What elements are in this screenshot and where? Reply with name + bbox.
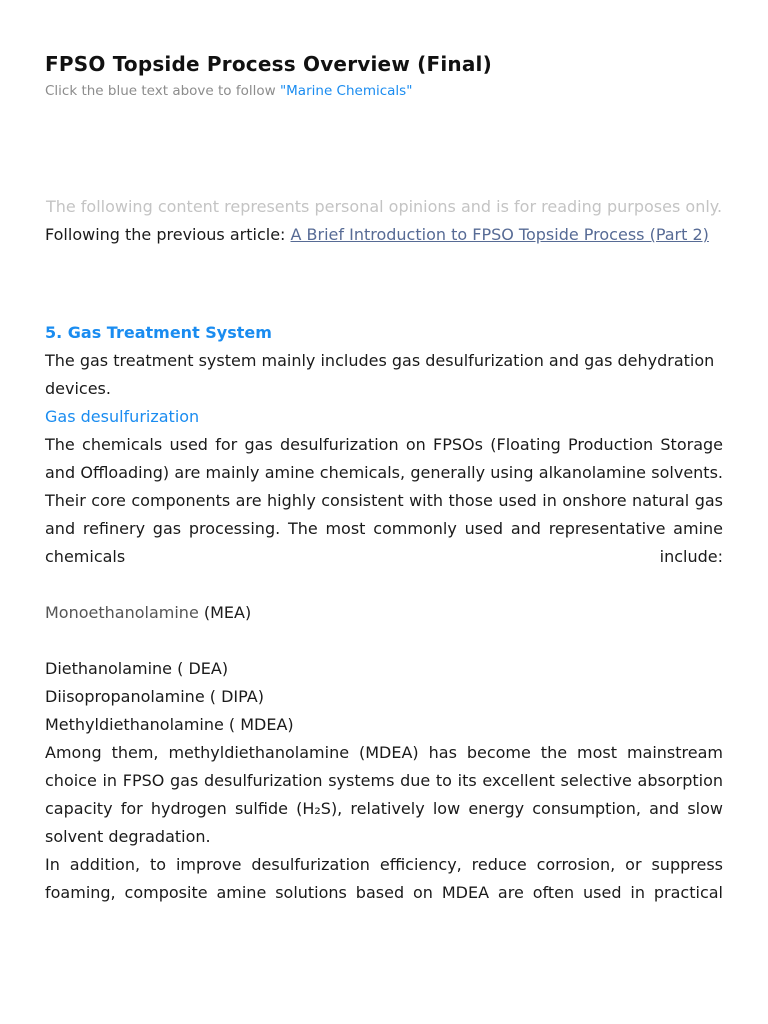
amine-mea-name: Monoethanolamine (45, 603, 199, 622)
amine-item-dea: Diethanolamine ( DEA) (45, 659, 229, 678)
amine-item-dipa: Diisopropanolamine ( DIPA) (45, 687, 264, 706)
section-intro: The gas treatment system mainly includes gas desulfurization and gas dehydration devices. (45, 351, 715, 398)
article-title: FPSO Topside Process Overview (Final) (45, 52, 492, 76)
mdea-paragraph: Among them, methyldiethanolamine (MDEA) has become the most mainstream choice in FPSO gas desulfurization systems due to its excellent selective absorption capacity for hydrogen sulfide (H₂S), relatively low energy consumption, and slow solvent degradation. (45, 743, 723, 846)
amine-mea-abbr: (MEA) (198, 603, 252, 622)
previous-article-prefix: Following the previous article: (45, 225, 291, 244)
subheading-gas-desulfurization: Gas desulfurization (45, 407, 200, 426)
addition-paragraph: In addition, to improve desulfurization efficiency, reduce corrosion, or suppress foaming, composite amine solutions based on MDEA are often used in practical (45, 855, 723, 902)
desulfurization-paragraph: The chemicals used for gas desulfurization on FPSOs (Floating Production Storage and Offloading) are mainly amine chemicals, generally using alkanolamine solvents. Their core components are highly consistent with those used in onshore natural gas and refinery gas processing. The most commonly used and representative amine chemicals include: (45, 435, 723, 566)
follow-prompt-text: Click the blue text above to follow (45, 83, 280, 99)
previous-article-line (45, 221, 723, 249)
section-heading: 5. Gas Treatment System (45, 323, 272, 342)
spacer (45, 571, 723, 599)
disclaimer: The following content represents personal opinions and is for reading purposes only. (45, 197, 723, 216)
follow-account-link[interactable]: "Marine Chemicals" (279, 83, 413, 99)
amine-item-mea (45, 599, 723, 627)
previous-article-link[interactable]: A Brief Introduction to FPSO Topside Process (Part 2) (290, 225, 709, 244)
amine-item-mdea: Methyldiethanolamine ( MDEA) (45, 715, 294, 734)
spacer (45, 627, 723, 655)
follow-prompt (45, 81, 723, 101)
